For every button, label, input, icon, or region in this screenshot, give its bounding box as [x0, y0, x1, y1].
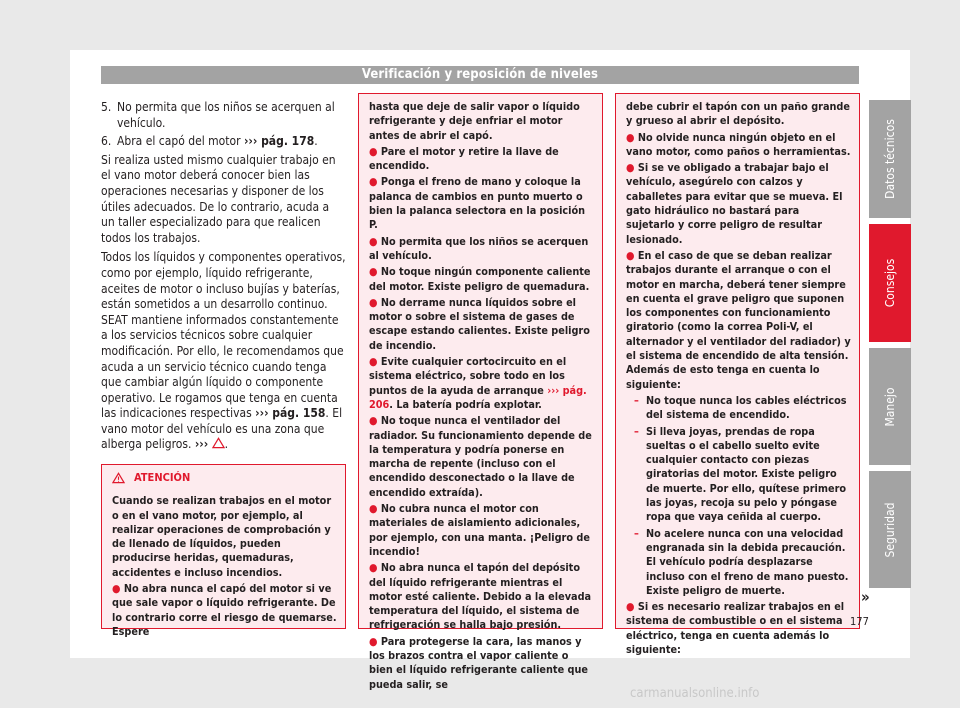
- warning-bullet: ● No toque nunca el ventilador del radiador. Su funcionamiento depende de la temperatura y podría ponerse en marcha de repente (incluso con el encendido desconectado o la llave de encendido extraída).: [369, 414, 592, 499]
- bullet-icon: ●: [369, 295, 378, 309]
- page-header: Verificación y reposición de niveles: [101, 66, 859, 84]
- bullet-icon: ●: [369, 502, 378, 516]
- warning-intro: Cuando se realizan trabajos en el motor o en el vano motor, por ejemplo, al realizar operaciones de comprobación y de llenado de líquidos, pueden producirse heridas, quemaduras, accidentes e incluso incendios.: [112, 494, 332, 579]
- bullet-icon: ●: [369, 175, 378, 189]
- bullet-icon: ●: [369, 634, 378, 648]
- warning-bullet: ● No toque ningún componente caliente del motor. Existe peligro de quemadura.: [369, 265, 591, 293]
- dash-icon: –: [634, 393, 639, 407]
- bullet-icon: ●: [369, 234, 378, 248]
- watermark: carmanualsonline.info: [630, 686, 760, 701]
- warning-box-continued: debe cubrir el tapón con un paño grande y grueso al abrir el depósito. ● No olvide nunca ningún objeto en el vano motor, como paños o herramientas. ● Si se ve obligado a trabajar bajo el vehículo, asegúrelo con calzos y caballetes para evitar que se mueva. El gato hidráulico no bastará para sujetarlo y corre peligro de resultar lesionado. ● En el caso de que se deban realizar trabajos durante el arranque o con el motor en marcha, deberá tener siempre en cuenta el grave peligro que suponen los componentes con funcionamiento giratorio (como la correa Poli-V, el alternador y el ventilador del radiador) y el sistema de encendido de alta tensión. Además de esto tenga en cuenta lo siguiente: – No toque nunca los cables eléctricos del sistema de encendido. – Si lleva joyas, prendas de ropa sueltas o el cabello suelto evite cualquier contacto con piezas giratorias del motor. Existe peligro de muerte. Por ello, quítese primero las joyas, recoja su pelo y póngase ropa que vaya ceñida al cuerpo. – No acelere nunca con una velocidad engranada sin la debida precaución. El vehículo podría desplazarse incluso con el freno de mano puesto. Existe peligro de muerte. ● Si es necesario realizar trabajos en el sistema de combustible o en el sistema eléctrico, tenga en cuenta además lo siguiente:: [615, 93, 860, 629]
- warning-bullet: ● Si es necesario realizar trabajos en el sistema de combustible o en el sistema eléctrico, tenga en cuenta además lo siguiente:: [626, 600, 845, 656]
- bullet-icon: ●: [626, 248, 635, 262]
- paragraph: Si realiza usted mismo cualquier trabajo en el vano motor deberá conocer bien las operaciones necesarias y disponer de los útiles adecuados. De lo contrario, acuda a un taller especializado para que realicen todos los trabajos.: [101, 152, 336, 245]
- bullet-icon: ●: [369, 144, 378, 158]
- warning-bullet: ● No derrame nunca líquidos sobre el motor o sobre el sistema de gases de escape estando calientes. Existe peligro de incendio.: [369, 295, 590, 352]
- main-column: [101, 100, 346, 457]
- warning-bullet: ● Pare el motor y retire la llave de encendido.: [369, 144, 559, 173]
- bullet-icon: ●: [112, 582, 121, 596]
- step-item: 5. No permita que los niños se acerquen al vehículo.: [101, 100, 335, 130]
- dash-item: – No toque nunca los cables eléctricos del sistema de encendido.: [634, 393, 847, 422]
- warning-bullet: ● En el caso de que se deban realizar trabajos durante el arranque o con el motor en marcha, deberá tener siempre en cuenta el grave peligro que suponen los componentes con funcionamiento giratorio (como la correa Poli-V, el alternador y el ventilador del radiador) y el sistema de encendido de alta tensión. Además de esto tenga en cuenta lo siguiente:: [626, 248, 851, 391]
- warning-bullet: ● No cubra nunca el motor con materiales de aislamiento adicionales, por ejemplo, con una manta. ¡Peligro de incendio!: [369, 502, 590, 558]
- warning-bullet: ● Ponga el freno de mano y coloque la palanca de cambios en punto muerto o bien la palanca selectora en la posición P.: [369, 175, 586, 232]
- bullet-icon: ●: [369, 561, 378, 575]
- tab-manejo[interactable]: Manejo: [869, 348, 911, 465]
- warning-bullet: ● No abra nunca el capó del motor si ve que sale vapor o líquido refrigerante. De lo contrario corre el riesgo de quemarse. Espere: [112, 582, 337, 638]
- step-item: 6. Abra el capó del motor ››› pág. 178.: [101, 134, 318, 149]
- dash-item: – No acelere nunca con una velocidad engranada sin la debida precaución. El vehículo podría desplazarse incluso con el freno de mano puesto. Existe peligro de muerte.: [634, 526, 849, 597]
- bullet-icon: ●: [626, 161, 635, 175]
- page-reference-link[interactable]: ››› pág. 158: [255, 406, 326, 421]
- dash-icon: –: [634, 424, 639, 438]
- bullet-icon: ●: [626, 600, 635, 614]
- warning-triangle-icon: [212, 437, 225, 449]
- continue-marker-icon: »: [861, 588, 870, 606]
- page-number: 177: [850, 615, 869, 628]
- bullet-icon: ●: [626, 130, 635, 144]
- tab-seguridad[interactable]: Seguridad: [869, 471, 911, 588]
- warning-title: ATENCIÓN: [112, 471, 337, 485]
- tab-datos-tecnicos[interactable]: Datos técnicos: [869, 100, 911, 218]
- page-reference-link[interactable]: ››› pág. 178: [243, 134, 315, 149]
- page-reference-link[interactable]: ››› pág. 206: [369, 383, 587, 411]
- warning-box: [101, 464, 346, 638]
- warning-bullet: ● Si se ve obligado a trabajar bajo el vehículo, asegúrelo con calzos y caballetes para evitar que se mueva. El gato hidráulico no bastará para sujetarlo y corre peligro de resultar lesionado.: [626, 161, 843, 246]
- bullet-icon: ●: [369, 414, 378, 428]
- warning-bullet: ● No permita que los niños se acerquen al vehículo.: [369, 234, 589, 262]
- warning-bullet: ● No olvide nunca ningún objeto en el vano motor, como paños o herramientas.: [626, 130, 851, 158]
- warning-reference-link[interactable]: ›››: [194, 437, 209, 452]
- paragraph: Todos los líquidos y componentes operativos, como por ejemplo, líquido refrigerante, aceites de motor o incluso bujías y baterías, están sometidos a un desarrollo continuo. SEAT mantiene informados constantemente a los servicios técnicos sobre cualquier modificación. Por ello, le recomendamos que acuda a un servicio técnico cuando tenga que cambiar algún líquido o componente operativo. Le rogamos que tenga en cuenta las indicaciones respectivas ››› pág. 158. El vano motor del vehículo es una zona que alberga peligros. ››› .: [101, 250, 346, 452]
- warning-triangle-icon: [112, 472, 125, 484]
- dash-icon: –: [634, 526, 639, 540]
- bullet-icon: ●: [369, 265, 378, 279]
- warning-bullet: ● Para protegerse la cara, las manos y los brazos contra el vapor caliente o bien el líquido refrigerante caliente que pueda salir, se: [369, 634, 589, 691]
- dash-item: – Si lleva joyas, prendas de ropa sueltas o el cabello suelto evite cualquier contacto con piezas giratorias del motor. Existe peligro de muerte. Por ello, quítese primero las joyas, recoja su pelo y póngase ropa que vaya ceñida al cuerpo.: [634, 424, 847, 524]
- warning-bullet: ● Evite cualquier cortocircuito en el sistema eléctrico, sobre todo en los puntos de la ayuda de arranque ››› pág. 206. La batería podría explotar.: [369, 355, 587, 411]
- tab-consejos[interactable]: Consejos: [869, 224, 911, 342]
- warning-box-continued: hasta que deje de salir vapor o líquido refrigerante y deje enfriar el motor antes de abrir el capó. ● Pare el motor y retire la llave de encendido. ● Ponga el freno de mano y coloque la palanca de cambios en punto muerto o bien la palanca selectora en la posición P. ● No permita que los niños se acerquen al vehículo. ● No toque ningún componente caliente del motor. Existe peligro de quemadura. ● No derrame nunca líquidos sobre el motor o sobre el sistema de gases de escape estando calientes. Existe peligro de incendio. ● Evite cualquier cortocircuito en el sistema eléctrico, sobre todo en los puntos de la ayuda de arranque ››› pág. 206. La batería podría explotar. ● No toque nunca el ventilador del radiador. Su funcionamiento depende de la temperatura y podría ponerse en marcha de repente (incluso con el encendido desconectado o la llave de encendido extraída). ● No cubra nunca el motor con materiales de aislamiento adicionales, por ejemplo, con una manta. ¡Peligro de incendio! ● No abra nunca el tapón del depósito del líquido refrigerante mientras el motor esté caliente. Debido a la elevada temperatura del líquido, el sistema de refrigeración se halla bajo presión. ● Para protegerse la cara, las manos y los brazos contra el vapor caliente o bien el líquido refrigerante caliente que pueda salir, se: [358, 93, 603, 629]
- bullet-icon: ●: [369, 355, 378, 369]
- warning-bullet: ● No abra nunca el tapón del depósito del líquido refrigerante mientras el motor esté caliente. Debido a la elevada temperatura del líquido, el sistema de refrigeración se halla bajo presión.: [369, 561, 592, 632]
